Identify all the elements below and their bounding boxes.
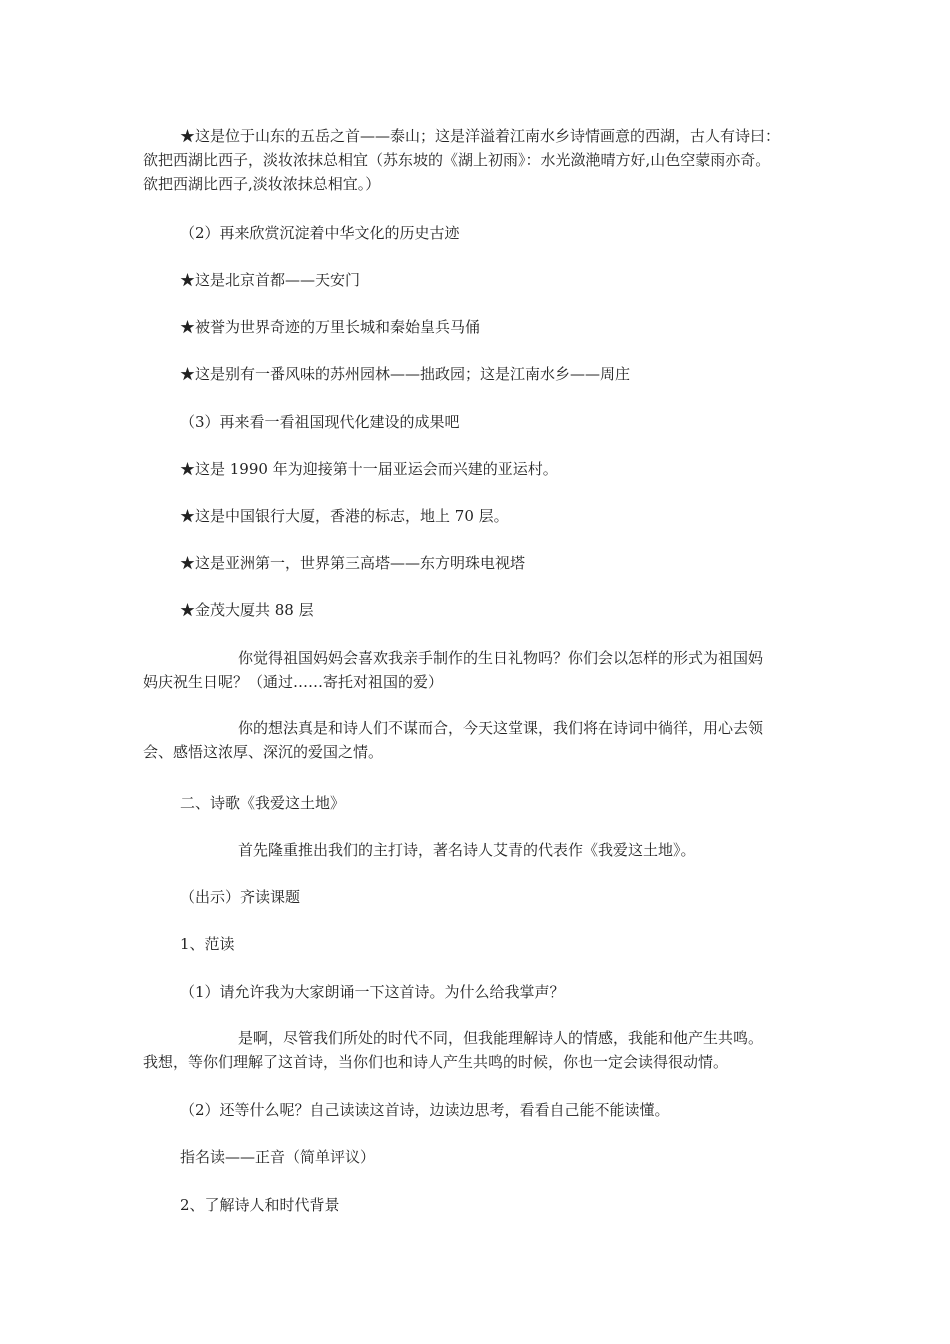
paragraph-read-title: （出示）齐读课题 (180, 888, 301, 906)
text-line: 是啊，尽管我们所处的时代不同，但我能理解诗人的情感，我能和他产生共鸣。 (238, 1029, 764, 1047)
paragraph-jinmao: ★金茂大厦共 88 层 (180, 601, 314, 619)
text-line: 欲把西湖比西子，淡妆浓抹总相宜（苏东坡的《湖上初雨》：水光潋滟晴方好,山色空蒙雨亦奇。 (143, 151, 771, 169)
paragraph-asian-games-village: ★这是 1990 年为迎接第十一届亚运会而兴建的亚运村。 (180, 460, 558, 478)
paragraph-bank-of-china: ★这是中国银行大厦，香港的标志，地上 70 层。 (180, 507, 509, 525)
text-line: 你觉得祖国妈妈会喜欢我亲手制作的生日礼物吗？你们会以怎样的形式为祖国妈 (238, 649, 764, 667)
paragraph-historic-sites: （2）再来欣赏沉淀着中华文化的历史古迹 (180, 224, 460, 242)
paragraph-resonance (143, 1026, 843, 1074)
section-heading-poem: 二、诗歌《我爱这土地》 (180, 794, 346, 812)
text-line: 妈庆祝生日呢？（通过……寄托对祖国的爱） (143, 673, 444, 691)
paragraph-taishan-westlake (143, 124, 833, 196)
paragraph-great-wall: ★被誉为世界奇迹的万里长城和秦始皇兵马俑 (180, 318, 481, 336)
step-heading-background: 2、了解诗人和时代背景 (180, 1196, 340, 1214)
paragraph-recite-poem: （1）请允许我为大家朗诵一下这首诗。为什么给我掌声？ (180, 983, 565, 1001)
paragraph-birthday-gift (143, 646, 833, 694)
text-line: 会、感悟这浓厚、深沉的爱国之情。 (143, 743, 384, 761)
text-line: 你的想法真是和诗人们不谋而合，今天这堂课，我们将在诗词中徜徉，用心去领 (238, 719, 764, 737)
text-line: 欲把西湖比西子,淡妆浓抹总相宜。） (143, 175, 381, 193)
paragraph-oriental-pearl: ★这是亚洲第一，世界第三高塔——东方明珠电视塔 (180, 554, 526, 572)
paragraph-named-reading: 指名读——正音（简单评议） (180, 1148, 376, 1166)
step-heading-model-reading: 1、范读 (180, 935, 235, 953)
paragraph-main-poem-intro: 首先隆重推出我们的主打诗，著名诗人艾青的代表作《我爱这土地》。 (238, 841, 696, 859)
text-line: 我想，等你们理解了这首诗，当你们也和诗人产生共鸣的时候，你也一定会读得很动情。 (143, 1053, 729, 1071)
paragraph-self-reading: （2）还等什么呢？自己读读这首诗，边读边思考，看看自己能不能读懂。 (180, 1101, 670, 1119)
paragraph-modern-construction: （3）再来看一看祖国现代化建设的成果吧 (180, 413, 460, 431)
text-line: ★这是位于山东的五岳之首——泰山；这是洋溢着江南水乡诗情画意的西湖，古人有诗曰： (180, 127, 781, 145)
paragraph-patriotic-feeling (143, 716, 833, 764)
paragraph-tiananmen: ★这是北京首都——天安门 (180, 271, 361, 289)
paragraph-suzhou-garden: ★这是别有一番风味的苏州园林——拙政园；这是江南水乡——周庄 (180, 365, 631, 383)
